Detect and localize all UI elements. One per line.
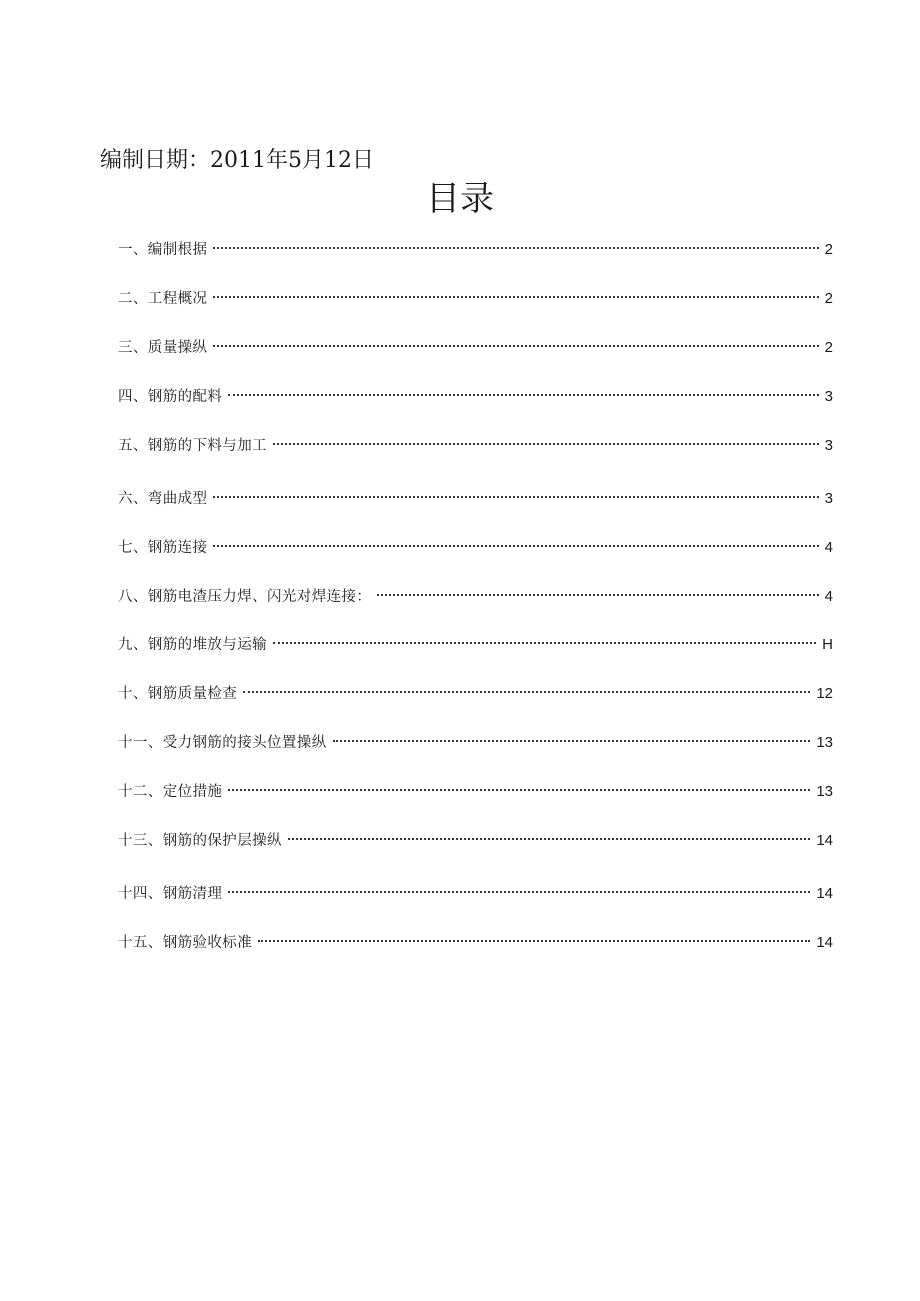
toc-entry-label: 十、钢筋质量检查	[118, 686, 238, 702]
toc-dot-leader	[377, 594, 818, 596]
toc-entry-label: 三、质量操纵	[118, 340, 208, 356]
toc-entry-page: 2	[824, 241, 833, 258]
toc-entry-label: 九、钢筋的堆放与运输	[118, 637, 267, 653]
toc-entry-label: 十四、钢筋清理	[118, 886, 223, 902]
toc-entry-page: 3	[824, 490, 833, 507]
toc-dot-leader	[228, 394, 818, 396]
toc-dot-leader	[228, 789, 810, 791]
toc-entry[interactable]	[118, 434, 833, 458]
toc-entry-label: 十二、定位措施	[118, 784, 223, 800]
toc-entry-label: 十五、钢筋验收标准	[118, 935, 253, 951]
toc-entry-page: 3	[824, 437, 833, 454]
toc-entry-page: H	[822, 636, 833, 653]
toc-entry[interactable]	[118, 633, 833, 657]
toc-dot-leader	[213, 296, 818, 298]
toc-dot-leader	[273, 443, 819, 445]
toc-entry[interactable]	[118, 931, 833, 955]
toc-entry-label: 六、弯曲成型	[118, 491, 208, 507]
toc-entry-page: 12	[816, 685, 833, 702]
toc-entry[interactable]	[118, 287, 833, 311]
toc-entry-label: 十三、钢筋的保护层操纵	[118, 833, 282, 849]
toc-entry-page: 3	[824, 388, 833, 405]
toc-dot-leader	[288, 838, 810, 840]
toc-entry[interactable]	[118, 385, 833, 409]
toc-entry-label: 四、钢筋的配料	[118, 389, 223, 405]
toc-entry-page: 14	[816, 832, 833, 849]
toc-entry[interactable]	[118, 780, 833, 804]
toc-entry-label: 八、钢筋电渣压力焊、闪光对焊连接：	[118, 589, 372, 605]
toc-dot-leader	[213, 496, 818, 498]
compile-date: 编制日期：2011年5月12日	[100, 148, 374, 173]
toc-dot-leader	[333, 740, 811, 742]
toc-entry-label: 一、编制根据	[118, 242, 208, 258]
toc-entry-page: 14	[816, 885, 833, 902]
toc-dot-leader	[213, 345, 818, 347]
toc-entry[interactable]	[118, 585, 833, 609]
toc-dot-leader	[228, 891, 810, 893]
toc-entry[interactable]	[118, 731, 833, 755]
toc-entry[interactable]	[118, 336, 833, 360]
toc-entry-page: 14	[816, 934, 833, 951]
toc-dot-leader	[213, 545, 818, 547]
toc-entry-label: 二、工程概况	[118, 291, 208, 307]
toc-entry-page: 13	[816, 783, 833, 800]
toc-entry[interactable]	[118, 682, 833, 706]
toc-entry-label: 五、钢筋的下料与加工	[118, 438, 267, 454]
toc-entry[interactable]	[118, 536, 833, 560]
toc-entry-label: 十一、受力钢筋的接头位置操纵	[118, 735, 327, 751]
toc-entry-page: 4	[824, 588, 833, 605]
toc-entry-label: 七、钢筋连接	[118, 540, 208, 556]
toc-dot-leader	[258, 940, 810, 942]
toc-title: 目录	[426, 179, 494, 219]
toc-entry-page: 4	[824, 539, 833, 556]
toc-entry[interactable]	[118, 487, 833, 511]
toc-entry-page: 2	[824, 290, 833, 307]
toc-entry[interactable]	[118, 829, 833, 853]
toc-entry[interactable]	[118, 238, 833, 262]
toc-dot-leader	[243, 691, 810, 693]
toc-dot-leader	[213, 247, 818, 249]
toc-entry-page: 13	[816, 734, 833, 751]
toc-entry-page: 2	[824, 339, 833, 356]
toc-dot-leader	[273, 642, 816, 644]
toc-entry[interactable]	[118, 882, 833, 906]
